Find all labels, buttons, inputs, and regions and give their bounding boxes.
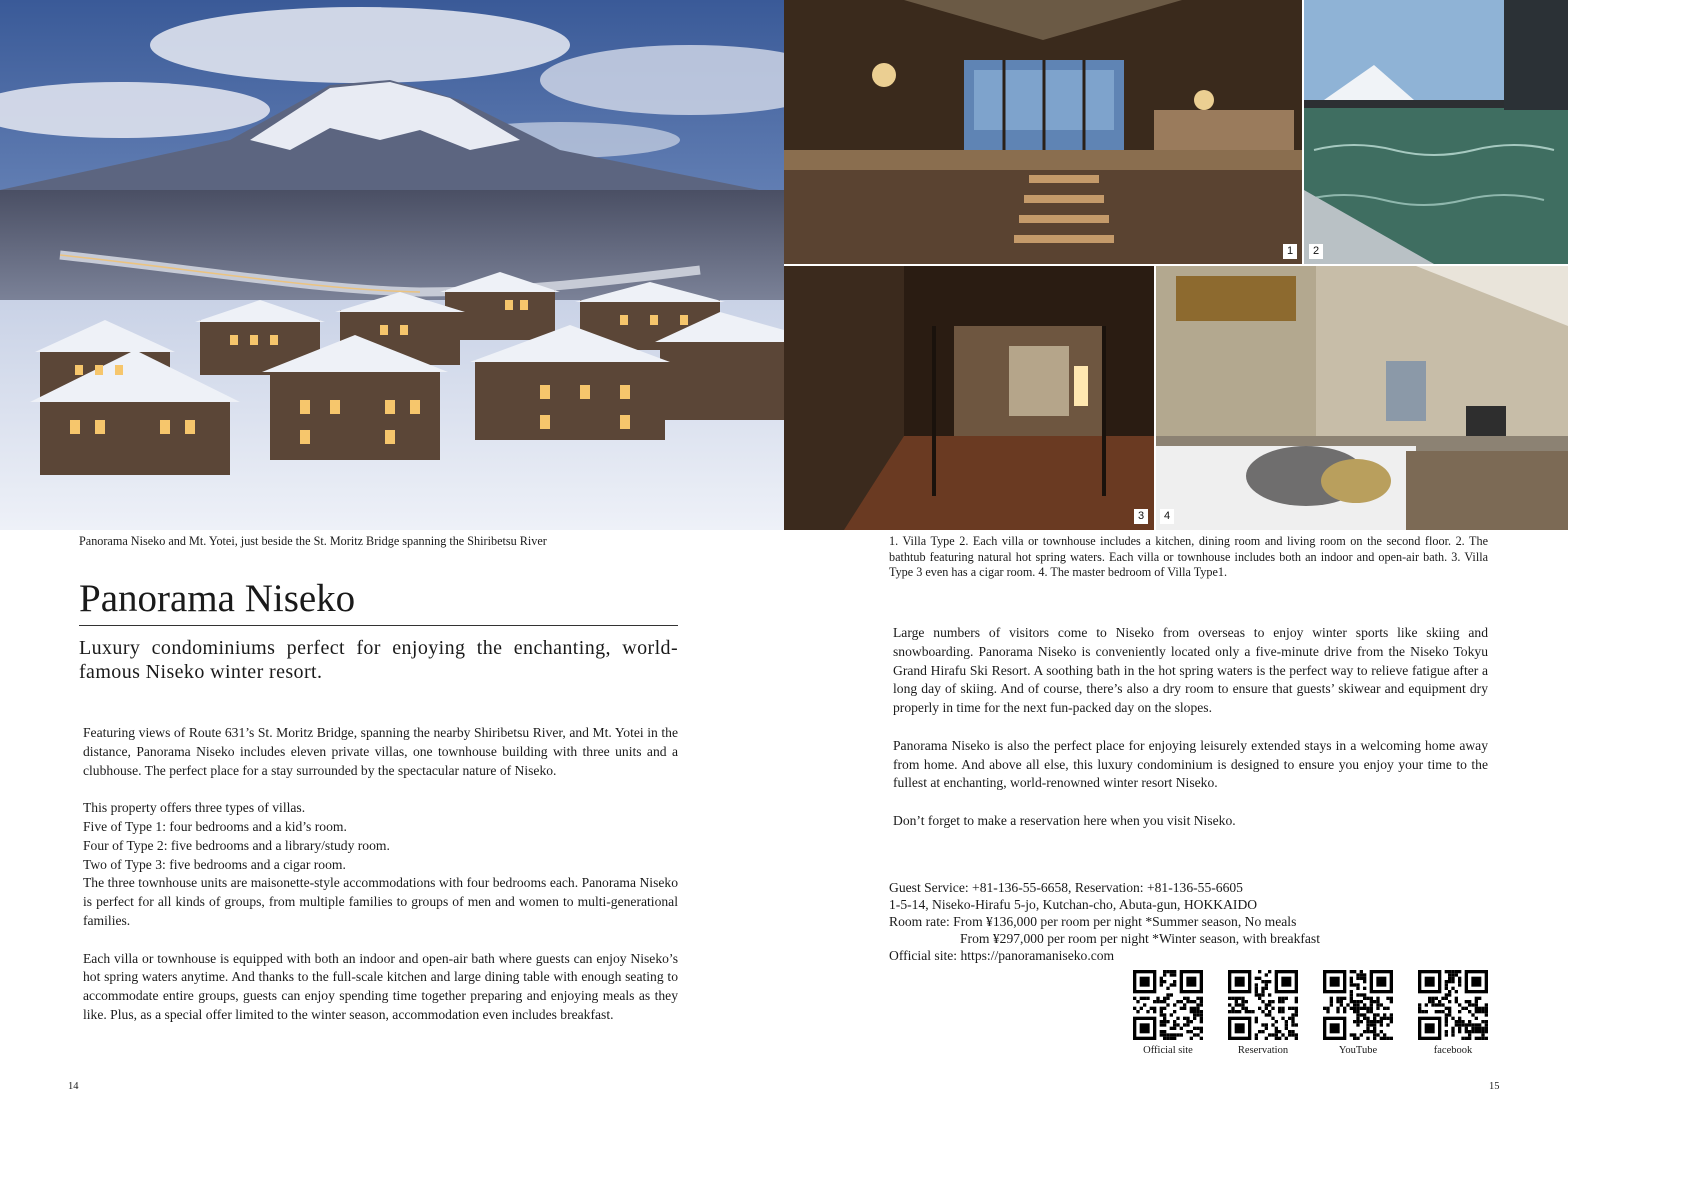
qr-code-icon — [1133, 970, 1203, 1040]
qr-official-site[interactable] — [1133, 970, 1203, 1057]
photo-number-3: 3 — [1134, 509, 1148, 524]
photo-number-2: 2 — [1309, 244, 1323, 259]
photo-hot-spring-bath — [1304, 0, 1568, 264]
photo-grid-caption: 1. Villa Type 2. Each villa or townhouse includes a kitchen, dining room and living room on the second floor. 2. The bathtub featuring natural hot spring waters. Each villa or townhouse includes both an indoor and open-air bath. 3. Villa Type 3 even has a cigar room. 4. The master bedroom of Villa Type1. — [889, 534, 1488, 579]
qr-facebook[interactable] — [1418, 970, 1488, 1057]
qr-youtube[interactable] — [1323, 970, 1393, 1057]
qr-label-facebook: facebook — [1433, 1045, 1473, 1056]
qr-label-reservation: Reservation — [1237, 1045, 1289, 1056]
photo-number-1: 1 — [1283, 244, 1297, 259]
left-body-text — [79, 724, 678, 1025]
qr-code-icon — [1418, 970, 1488, 1040]
photo-villa-type-2-interior — [784, 0, 1302, 264]
villa-type-2: Four of Type 2: five bedrooms and a library/study room. — [83, 837, 390, 853]
hero-photo-panorama-niseko — [0, 0, 784, 530]
villa-type-1: Five of Type 1: four bedrooms and a kid’s room. — [83, 818, 347, 834]
bath-kitchen-paragraph: Each villa or townhouse is equipped with both an indoor and open-air bath where guests can enjoy Niseko’s hot spring waters anytime. And thanks to the full-scale kitchen and large dining table with enough seating to accommodate entire groups, guests can enjoy spending time together preparing and enjoying meals as they like. Plus, as a special offer limited to the winter season, accommodation even includes breakfast. — [83, 950, 678, 1022]
contact-info — [889, 879, 1489, 964]
visitors-paragraph: Large numbers of visitors come to Niseko from overseas to enjoy winter sports like skiing and snowboarding. Panorama Niseko is conveniently located only a five-minute drive from the Niseko Tokyu Grand Hirafu Ski Resort. A soothing bath in the hot spring waters is the perfect way to relieve fatigue after a long day of skiing. And of course, there’s also a dry room to ensure that guests’ skiwear and equipment dry properly in time for the next fun-packed day on the slopes. — [893, 625, 1488, 716]
villa-intro: This property offers three types of villas. — [83, 800, 306, 816]
photo-villa-type-3-cigar-room — [784, 266, 1154, 530]
reservation-reminder: Don’t forget to make a reservation here when you visit Niseko. — [893, 812, 1236, 828]
qr-reservation[interactable] — [1228, 970, 1298, 1057]
qr-code-icon — [1228, 970, 1298, 1040]
extended-stay-paragraph: Panorama Niseko is also the perfect place for enjoying leisurely extended stays in a welcoming home away from home. And above all else, this luxury condominium is designed to ensure you enjoy your time to the fullest at enchanting, world-renowned winter resort Niseko. — [893, 737, 1488, 791]
hero-photo-caption: Panorama Niseko and Mt. Yotei, just beside the St. Moritz Bridge spanning the Shiribetsu River — [79, 534, 547, 548]
page-number-right: 15 — [1489, 1081, 1500, 1092]
qr-label-official-site: Official site — [1143, 1045, 1193, 1056]
intro-paragraph: Featuring views of Route 631’s St. Moritz Bridge, spanning the nearby Shiribetsu River, and Mt. Yotei in the distance, Panorama Niseko includes eleven private villas, one townhouse building with three units and a clubhouse. The perfect place for a stay surrounded by the spectacular nature of Niseko. — [83, 725, 678, 778]
villa-type-3: Two of Type 3: five bedrooms and a cigar room. — [83, 856, 346, 872]
official-site-url[interactable]: Official site: https://panoramaniseko.com — [889, 948, 1115, 963]
photo-master-bedroom — [1156, 266, 1568, 530]
page-number-left: 14 — [68, 1081, 79, 1092]
photo-number-4: 4 — [1160, 509, 1174, 524]
page-title: Panorama Niseko — [79, 576, 678, 626]
qr-label-youtube: YouTube — [1338, 1045, 1378, 1056]
contact-address: 1-5-14, Niseko-Hirafu 5-jo, Kutchan-cho, Abuta-gun, HOKKAIDO — [889, 897, 1258, 912]
contact-phones: Guest Service: +81-136-55-6658, Reservation: +81-136-55-6605 — [889, 880, 1243, 895]
townhouse-paragraph: The three townhouse units are maisonette-style accommodations with four bedrooms each. Panorama Niseko is perfect for all kinds of groups, from multiple families to groups of men and women to multi-generational families. — [83, 875, 678, 928]
room-rate-summer: Room rate: From ¥136,000 per room per night *Summer season, No meals — [889, 914, 1297, 929]
room-rate-winter: From ¥297,000 per room per night *Winter season, with breakfast — [960, 931, 1320, 946]
right-body-text — [889, 624, 1488, 831]
page-subtitle: Luxury condominiums perfect for enjoying the enchanting, world-famous Niseko winter resort. — [79, 637, 678, 683]
qr-code-icon — [1323, 970, 1393, 1040]
